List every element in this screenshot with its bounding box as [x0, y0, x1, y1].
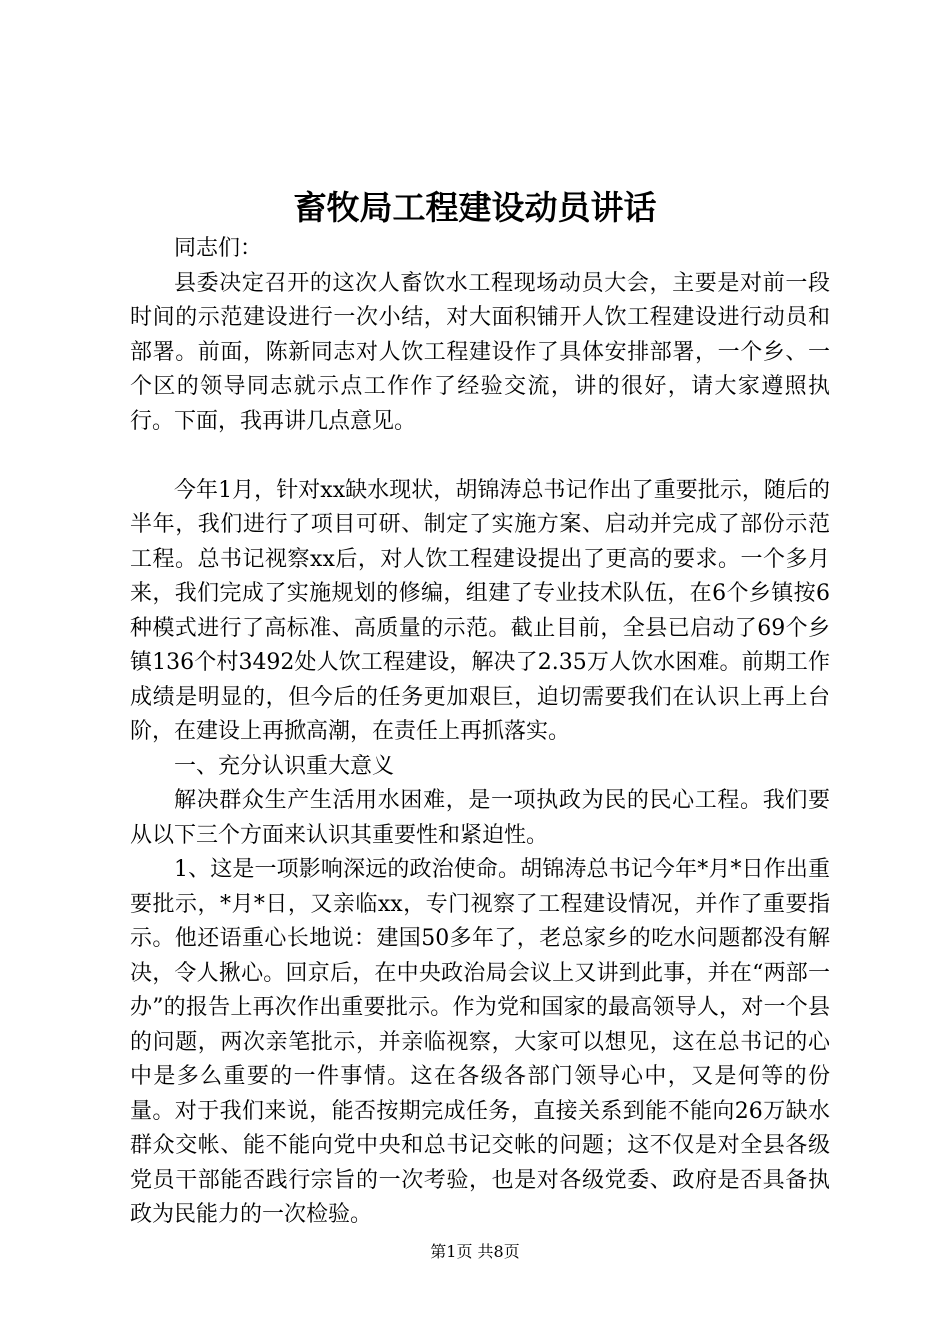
section-intro-paragraph: 解决群众生产生活用水困难，是一项执政为民的民心工程。我们要从以下三个方面来认识其重要性和紧迫性。 [130, 788, 830, 848]
section-heading: 一、充分认识重大意义 [174, 753, 395, 779]
intro-paragraph: 县委决定召开的这次人畜饮水工程现场动员大会，主要是对前一段时间的示范建设进行一次小结，对大面积铺开人饮工程建设进行动员和部署。前面，陈新同志对人饮工程建设作了具体安排部署，一个乡、一个区的领导同志就示点工作作了经验交流，讲的很好，请大家遵照执行。下面，我再讲几点意见。 [130, 270, 830, 434]
document-title: 畜牧局工程建设动员讲话 [293, 188, 657, 227]
background-paragraph: 今年1月，针对xx缺水现状，胡锦涛总书记作出了重要批示，随后的半年，我们进行了项目可研、制定了实施方案、启动并完成了部份示范工程。总书记视察xx后，对人饮工程建设提出了更高的要求。一个多月来，我们完成了实施规划的修编，组建了专业技术队伍，在6个乡镇按6种模式进行了高标准、高质量的示范。截止目前，全县已启动了69个乡镇136个村3492处人饮工程建设，解决了2.35万人饮水困难。前期工作成绩是明显的，但今后的任务更加艰巨，迫切需要我们在认识上再上台阶，在建设上再掀高潮，在责任上再抓落实。 [130, 477, 830, 744]
document-body [130, 232, 830, 1233]
page-number-footer: 第1页 共8页 [430, 1242, 520, 1261]
point-one-paragraph: 1、这是一项影响深远的政治使命。胡锦涛总书记今年*月*日作出重要批示，*月*日，又亲临xx，专门视察了工程建设情况，并作了重要指示。他还语重心长地说：建国50多年了，老总家乡的吃水问题都没有解决，令人揪心。回京后，在中央政治局会议上又讲到此事，并在“两部一办”的报告上再次作出重要批示。作为党和国家的最高领导人，对一个县的问题，两次亲笔批示，并亲临视察，大家可以想见，这在总书记的心中是多么重要的一件事情。这在各级各部门领导心中，又是何等的份量。对于我们来说，能否按期完成任务，直接关系到能不能向26万缺水群众交帐、能不能向党中央和总书记交帐的问题；这不仅是对全县各级党员干部能否践行宗旨的一次考验，也是对各级党委、政府是否具备执政为民能力的一次检验。 [130, 857, 830, 1227]
salutation-paragraph: 同志们： [174, 236, 263, 261]
